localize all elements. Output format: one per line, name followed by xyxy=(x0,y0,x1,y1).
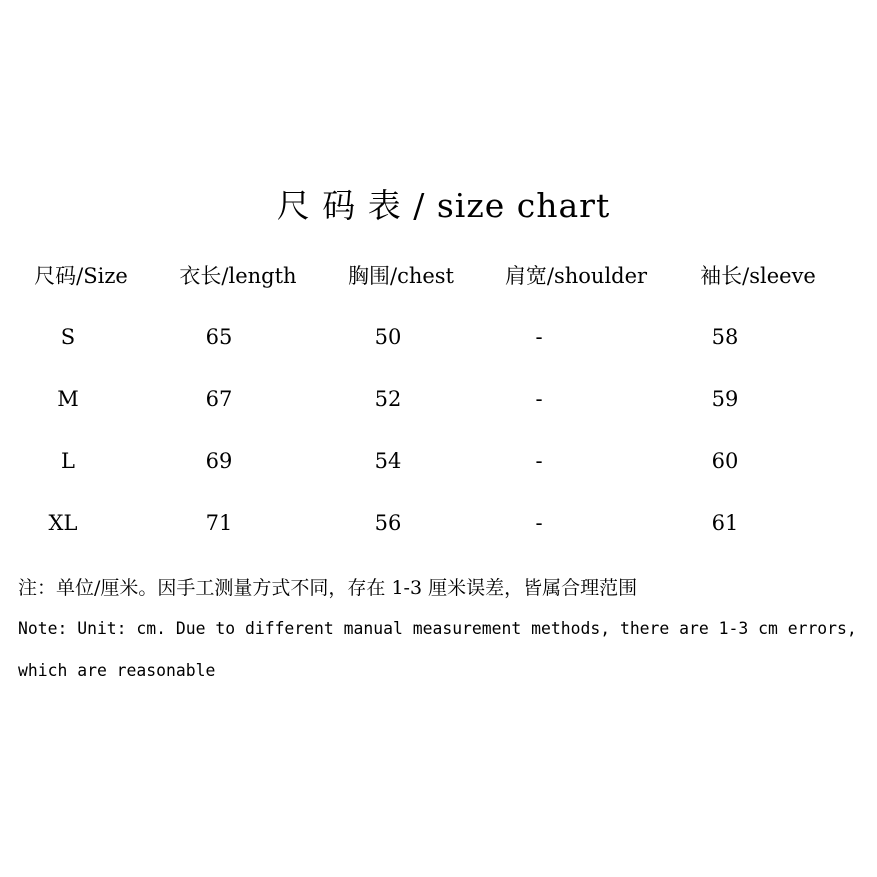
row-sleeve-cell: 59 xyxy=(711,387,739,411)
header-chest: 胸围/chest xyxy=(347,264,455,288)
row-chest-cell: 56 xyxy=(374,511,402,535)
row-size-cell: M xyxy=(57,387,79,411)
row-shoulder-cell: - xyxy=(535,449,543,473)
row-size-cell: S xyxy=(60,325,76,349)
row-size-cell: XL xyxy=(48,511,78,535)
row-length-cell: 71 xyxy=(205,511,233,535)
row-shoulder-cell: - xyxy=(535,325,543,349)
row-chest-cell: 52 xyxy=(374,387,402,411)
note-chinese: 注：单位/厘米。因手工测量方式不同，存在 1-3 厘米误差，皆属合理范围 xyxy=(18,577,638,599)
header-length: 衣长/length xyxy=(179,264,297,288)
note-english-line1: Note: Unit: cm. Due to different manual measurement methods, there are 1-3 cm errors, xyxy=(18,619,857,638)
row-sleeve-cell: 61 xyxy=(711,511,739,535)
header-size: 尺码/Size xyxy=(34,264,128,288)
row-length-cell: 67 xyxy=(205,387,233,411)
row-length-cell: 69 xyxy=(205,449,233,473)
row-shoulder-cell: - xyxy=(535,387,543,411)
size-chart-title: 尺 码 表 / size chart xyxy=(276,186,611,225)
row-sleeve-cell: 58 xyxy=(711,325,739,349)
row-shoulder-cell: - xyxy=(535,511,543,535)
row-size-cell: L xyxy=(61,449,75,473)
header-sleeve: 袖长/sleeve xyxy=(700,264,816,288)
row-chest-cell: 50 xyxy=(374,325,402,349)
note-english-line2: which are reasonable xyxy=(18,661,216,680)
row-chest-cell: 54 xyxy=(374,449,402,473)
row-sleeve-cell: 60 xyxy=(711,449,739,473)
row-length-cell: 65 xyxy=(205,325,233,349)
header-shoulder: 肩宽/shoulder xyxy=(504,264,648,288)
